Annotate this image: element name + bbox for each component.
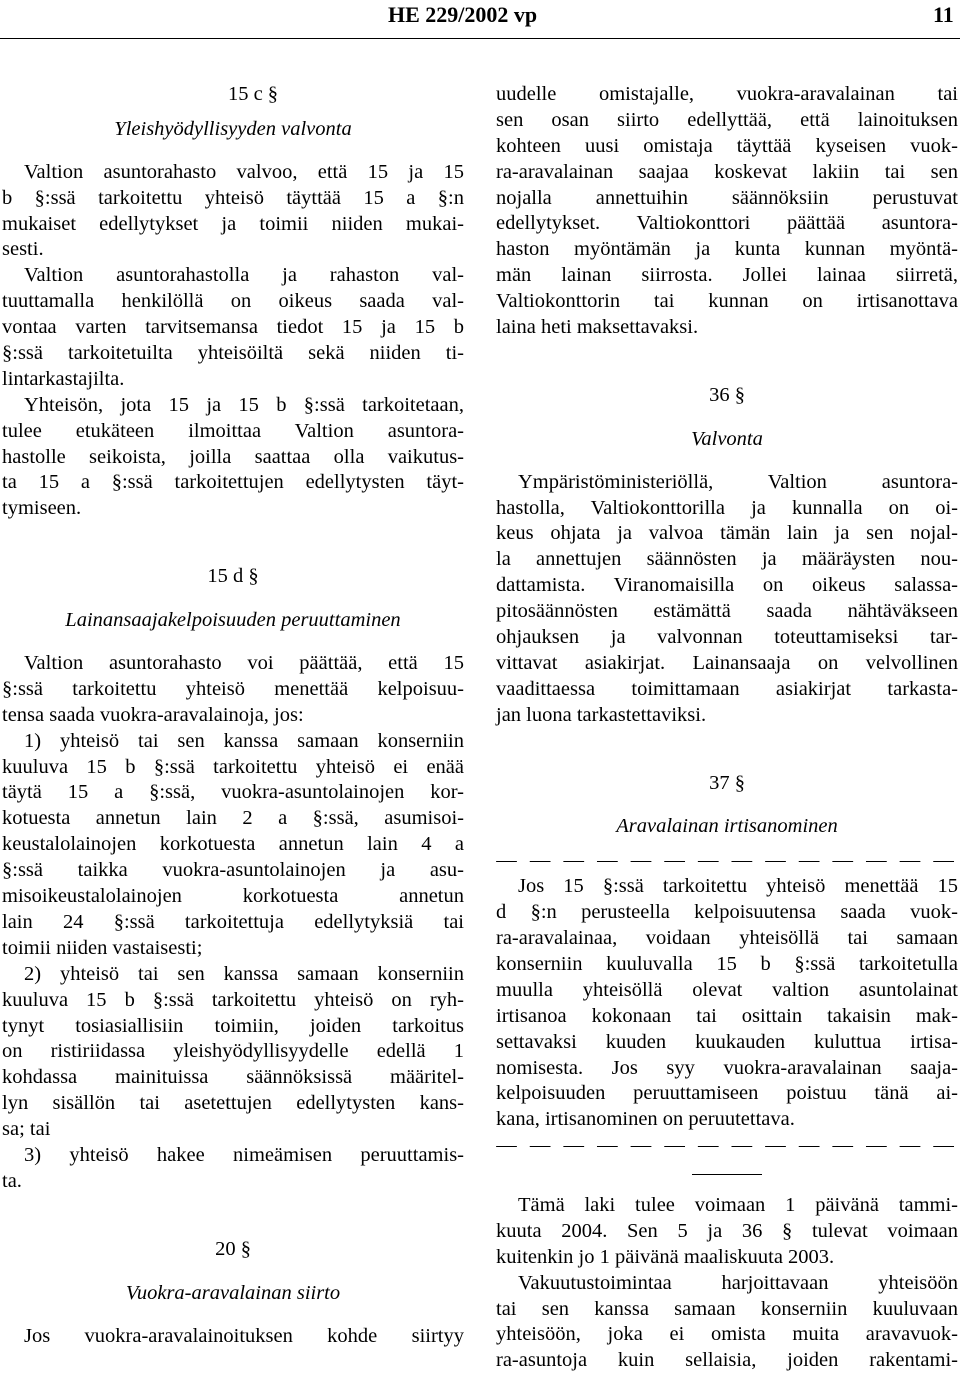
text-line: mukaiset edellytykset ja toimii niiden mukai- [2,212,464,235]
text-line: tuuttamalla henkilöllä on oikeus saada val- [2,290,464,313]
text-line: kuuluva 15 b §:ssä tarkoitettu yhteisö ei enää [2,755,464,778]
text-line: vittavat asiakirjat. Lainansaaja on velvollinen [496,651,958,674]
text-line: ta 15 a §:ssä tarkoitettujen edellytysten täyt- [2,471,464,494]
section-15d-title: Lainansaajakelpoisuuden peruuttaminen [65,609,401,632]
section-20-paragraph [2,1324,464,1350]
section-37-number: 37 § [709,771,745,794]
text-line: 3) yhteisö hakee nimeämisen peruuttamis- [24,1143,464,1166]
section-37-title: Aravalainan irtisanominen [616,815,838,838]
text-line: la annettujen säännösten ja määräysten nou- [496,548,958,571]
text-line: nomisesta. Jos syy vuokra-aravalainan saaja- [496,1056,958,1079]
text-line: nojalla annettuihin säännöksiin perustuvat [496,186,958,209]
text-line: laina heti maksettavaksi. [496,316,699,339]
text-line: Jos 15 §:ssä tarkoitettu yhteisö menettää 15 [518,875,958,898]
text-line: kuuluva 15 b §:ssä tarkoitettu yhteisö on ryh- [2,988,464,1011]
section-15d-paragraph [2,651,464,729]
list-item-2 [2,962,464,1143]
text-line: tynyt tosiasiallisiin toimiin, joiden tarkoitus [2,1014,464,1037]
text-line: lain 24 §:ssä tarkoitettuja edellytyksiä tai [2,910,464,933]
text-line: dattamista. Viranomaisilla on oikeus salassa- [496,574,958,597]
section-20-number: 20 § [215,1237,251,1260]
text-line: uudelle omistajalle, vuokra-aravalainan tai [496,83,958,105]
text-line: Valtiokonttorin tai kunnan on irtisanottava [496,290,958,313]
text-line: §:ssä tarkoitetuilta yhteisöiltä sekä niiden ti- [2,342,464,365]
text-line: konserniin kuuluvalla 15 b §:ssä tarkoitetulla [496,952,958,975]
text-line: tensa saada vuokra-aravalainoja, jos: [2,703,304,726]
section-15c-title: Yleishyödyllisyyden valvonta [114,117,352,140]
text-line: vaadittaessa toimittamaan asiakirjat tarkasta- [496,677,958,700]
section-15d-number: 15 d § [207,565,259,588]
text-line: settavaksi kuuden kuukauden kuluttua irtisa- [496,1030,958,1053]
text-line: Tämä laki tulee voimaan 1 päivänä tammi- [518,1193,958,1216]
left-column [2,82,464,1349]
text-line: keus ohjata ja valvoa tämän lain ja sen nojal- [496,522,958,545]
text-line: lyn sisällön tai asetettujen edellytysten kans- [2,1092,464,1115]
text-line: män lainan siirrosta. Jollei lainaa siirretä, [496,264,958,287]
section-15c-number: 15 c § [227,83,279,105]
text-line: vontaa varten tarvitsemansa tiedot 15 ja 15 b [2,316,464,339]
text-line: §:ssä tarkoitettu yhteisö menettää kelpoisuu- [2,677,464,700]
right-column [496,82,958,1374]
text-line: Valtion asuntorahastolla ja rahaston val- [24,264,464,287]
omission-dashes: — — — — — — — — — — — — — — [496,1134,958,1157]
text-line: ohjauksen ja valvonnan toteuttamiseksi tar- [496,626,958,649]
text-line: ra-aravalainan saajaa koskevat lakiin tai sen [496,160,958,183]
text-line: sen osan siirto edellyttää, että lainoituksen [496,108,958,131]
text-line: irtisanoa kokonaan tai osittain takaisin mak- [496,1004,958,1027]
text-line: kuitenkin jo 1 päivänä maaliskuuta 2003. [496,1245,835,1268]
text-line: d §:n perusteella kelpoisuutensa saada vuok- [496,901,958,924]
text-line: 2) yhteisö tai sen kanssa samaan konserniin [24,962,464,985]
text-line: misoikeustalolainojen korkotuesta annetun [2,885,464,908]
document-id: HE 229/2002 vp [388,2,538,27]
text-line: muulla yhteisöllä olevat valtion asuntolainat [496,978,958,1001]
page-number: 11 [933,2,954,27]
text-line: Jos vuokra-aravalainoituksen kohde siirtyy [24,1324,464,1347]
section-20-title: Vuokra-aravalainan siirto [125,1281,341,1304]
text-line: on ristiriidassa yleishyödyllisyydelle edellä 1 [2,1040,464,1063]
list-item-3 [2,1143,464,1195]
section-divider-rule [496,1159,958,1185]
section-20-continuation [496,82,958,341]
omission-dashes: — — — — — — — — — — — — — — [496,849,958,872]
text-line: tymiseen. [2,497,82,520]
text-line: keustalolainojen korkotuesta annetun lain 4 a [2,833,464,856]
text-line: 1) yhteisö tai sen kanssa samaan konserniin [24,729,464,752]
text-line: b §:ssä tarkoitettu yhteisö täyttää 15 a §:n [2,186,464,209]
text-line: hastolla, Valtiokonttorilla ja kunnalla on oi- [496,496,958,519]
entry-into-force-paragraph [496,1193,958,1271]
section-15c-paragraph-1 [2,160,464,264]
insurance-community-paragraph [496,1271,958,1375]
text-line: kohteen uusi omistaja täyttää kyseisen vuok- [496,134,958,157]
list-item-1 [2,729,464,962]
text-line: yhteisöön, joka ei omista muita aravavuok- [496,1323,958,1346]
section-36-paragraph [496,470,958,729]
section-15c-paragraph-3 [2,393,464,522]
text-line: lintarkastajilta. [2,367,125,390]
text-line: Vakuutustoimintaa harjoittavaan yhteisöön [518,1271,958,1294]
text-line: sesti. [2,238,44,261]
section-36-title: Valvonta [691,427,763,450]
text-line: edellytykset. Valtiokonttori päättää asuntora- [496,212,958,235]
text-line: toimii niiden vastaisesti; [2,936,203,959]
text-line: kuuta 2004. Sen 5 ja 36 § tulevat voimaan [496,1219,958,1242]
text-line: kotuesta annetun lain 2 a §:ssä, asumisoi- [2,807,464,830]
section-15c-paragraph-2 [2,263,464,392]
text-line: pitosäännösten estämättä saada nähtäväkseen [496,600,958,623]
text-line: Ympäristöministeriöllä, Valtion asuntora- [518,470,958,493]
text-line: Valtion asuntorahasto voi päättää, että 15 [24,652,464,675]
text-line: hastolle seikoista, joilla saattaa olla vaikutus- [2,445,464,468]
text-line: sa; tai [2,1118,51,1141]
text-line: ra-aravalainaa, voidaan yhteisöllä tai samaan [496,927,958,950]
section-36-number: 36 § [709,383,745,406]
header-rule [0,38,960,39]
text-line: tai sen kanssa samaan konserniin kuuluvaan [496,1297,958,1320]
text-line: ra-asuntoja kuin sellaisia, joiden rakentami- [496,1349,958,1372]
text-line: haston myöntämän ja kunta kunnan myöntä- [496,238,958,261]
text-line: Yhteisön, jota 15 ja 15 b §:ssä tarkoitetaan, [24,393,464,416]
text-line: Valtion asuntorahasto valvoo, että 15 ja 15 [24,160,464,183]
text-line: kana, irtisanominen on peruutettava. [496,1108,795,1131]
text-line: täytä 15 a §:ssä, vuokra-asuntolainojen kor- [2,781,464,804]
text-line: tulee etukäteen ilmoittaa Valtion asuntora- [2,419,464,442]
text-line: kelpoisuuden peruuttamiseen poistuu tänä ai- [496,1082,958,1105]
text-line: jan luona tarkastettaviksi. [496,703,707,726]
text-line: kohdassa mainituissa säännöksissä määritel- [2,1066,464,1089]
section-37-paragraph [496,874,958,1133]
text-line: ta. [2,1169,22,1192]
text-line: §:ssä taikka vuokra-asuntolainojen ja asu- [2,859,464,882]
